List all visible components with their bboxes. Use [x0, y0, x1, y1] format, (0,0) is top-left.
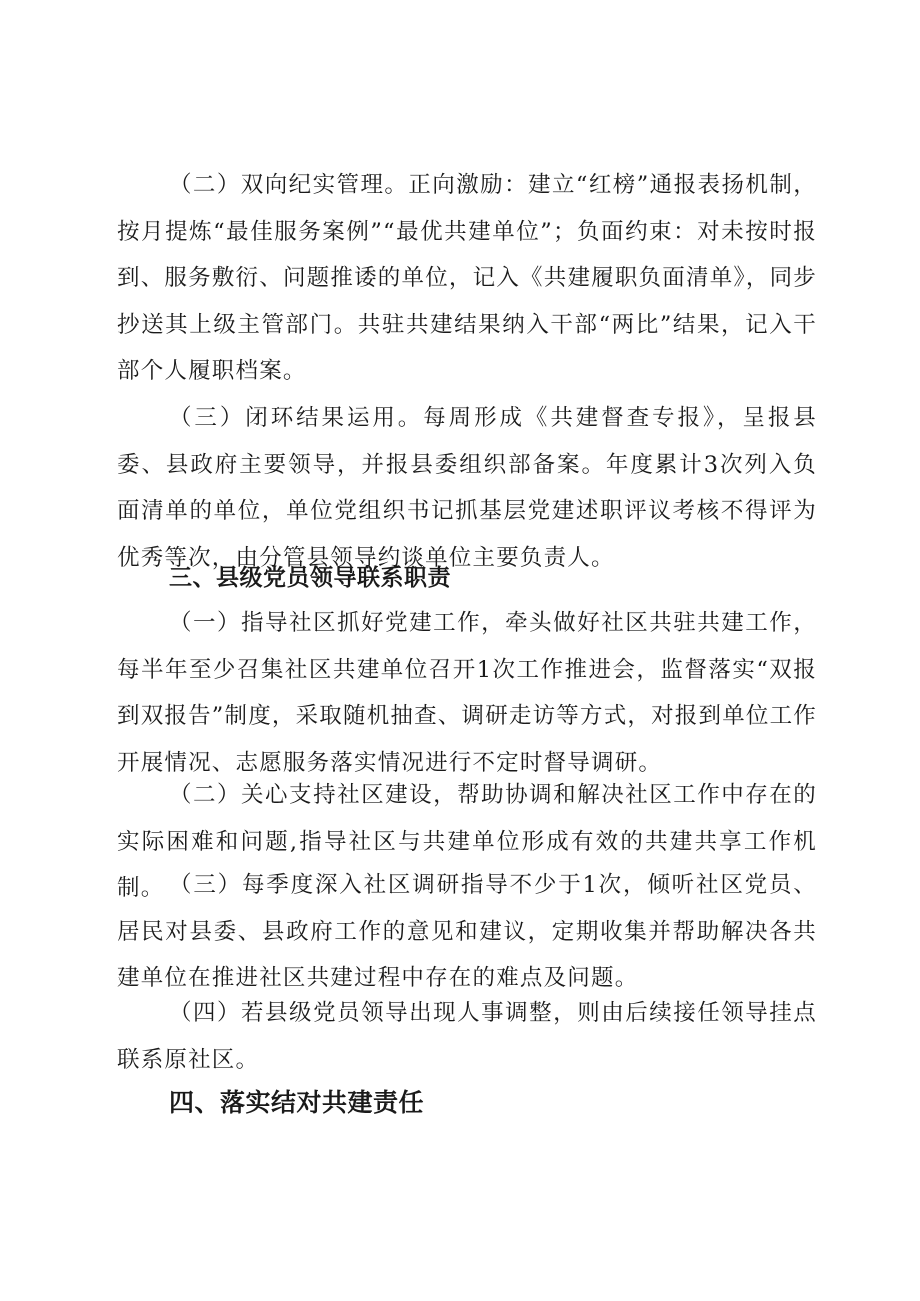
paragraph-personnel-adjustment: （四）若县级党员领导出现人事调整，则由后续接任领导挂点联系原社区。	[117, 1000, 817, 1073]
section-heading-three: 三、县级党员领导联系职责	[169, 565, 451, 591]
paragraph-support-community-construction: （二）关心支持社区建设，帮助协调和解决社区工作中存在的实际困难和问题,指导社区与共建单位形成有效的共建共享工作机制。	[117, 782, 817, 901]
paragraph-two-way-record-management: （二）双向纪实管理。正向激励：建立“红榜”通报表扬机制，按月提炼“最佳服务案例”“最优共建单位”；负面约束：对未按时报到、服务敷衍、问题推诿的单位，记入《共建履职负面清单》，同步抄送其上级主管部门。共驻共建结果纳入干部“两比”结果，记入干部个人履职档案。	[117, 172, 817, 384]
paragraph-guide-community-party-building: （一）指导社区抓好党建工作，牵头做好社区共驻共建工作，每半年至少召集社区共建单位召开1次工作推进会，监督落实“双报到双报告”制度，采取随机抽查、调研走访等方式，对报到单位工作开展情况、志愿服务落实情况进行不定时督导调研。	[117, 610, 818, 776]
paragraph-closed-loop-result-use: （三）闭环结果运用。每周形成《共建督查专报》，呈报县委、县政府主要领导，并报县委组织部备案。年度累计3次列入负面清单的单位，单位党组织书记抓基层党建述职评议考核不得评为优秀等次，由分管县领导约谈单位主要负责人。	[117, 405, 817, 571]
paragraph-quarterly-research: （三）每季度深入社区调研指导不少于1次，倾听社区党员、居民对县委、县政府工作的意见和建议，定期收集并帮助解决各共建单位在推进社区共建过程中存在的难点及问题。	[117, 872, 817, 991]
section-heading-four: 四、落实结对共建责任	[169, 1088, 425, 1117]
